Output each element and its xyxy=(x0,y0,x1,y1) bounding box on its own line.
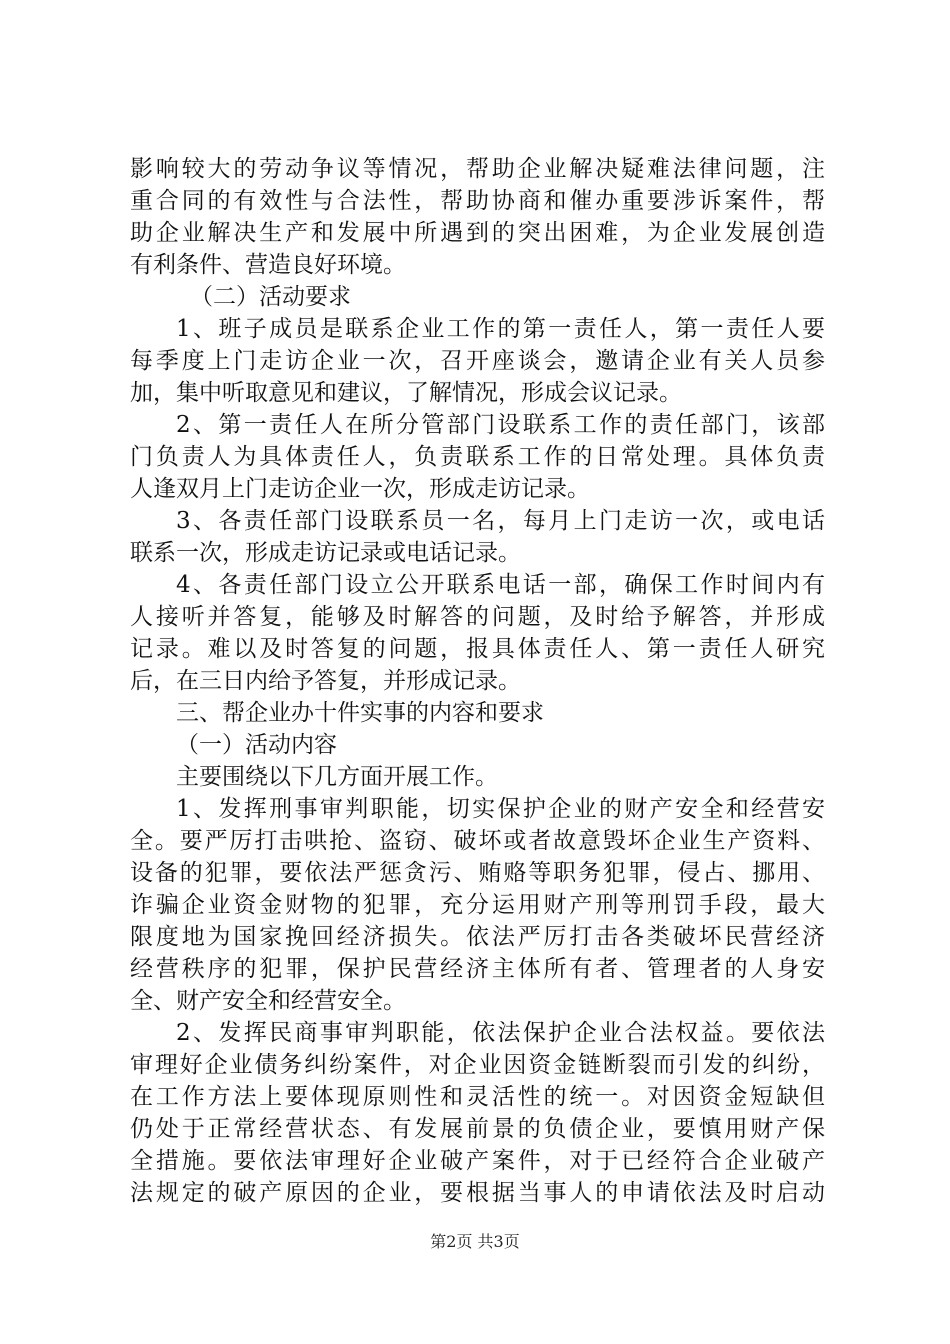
text-line: 1、班子成员是联系企业工作的第一责任人，第一责任人要 xyxy=(176,316,825,342)
page-number-footer: 第2页 共3页 xyxy=(430,1232,520,1251)
text-line: 有利条件、营造良好环境。 xyxy=(130,252,406,278)
section-heading: （二）活动要求 xyxy=(190,284,351,310)
text-line: 仍处于正常经营状态、有发展前景的负债企业，要慎用财产保 xyxy=(130,1116,825,1142)
text-line: 后，在三日内给予答复，并形成记录。 xyxy=(130,668,521,694)
text-line: 全措施。要依法审理好企业破产案件，对于已经符合企业破产 xyxy=(130,1148,825,1174)
text-line: 重合同的有效性与合法性，帮助协商和催办重要涉诉案件，帮 xyxy=(130,188,825,214)
text-line: 全、财产安全和经营安全。 xyxy=(130,988,406,1014)
text-line: 4、各责任部门设立公开联系电话一部，确保工作时间内有 xyxy=(176,572,825,598)
text-line: 全。要严厉打击哄抢、盗窃、破坏或者故意毁坏企业生产资料、 xyxy=(130,828,825,854)
text-line: 联系一次，形成走访记录或电话记录。 xyxy=(130,540,521,566)
text-line: 限度地为国家挽回经济损失。依法严厉打击各类破坏民营经济 xyxy=(130,924,825,950)
text-line: 在工作方法上要体现原则性和灵活性的统一。对因资金短缺但 xyxy=(130,1084,825,1110)
section-heading: （一）活动内容 xyxy=(176,732,337,758)
text-line: 影响较大的劳动争议等情况，帮助企业解决疑难法律问题，注 xyxy=(130,156,825,182)
text-line: 人逢双月上门走访企业一次，形成走访记录。 xyxy=(130,476,590,502)
text-line: 设备的犯罪，要依法严惩贪污、贿赂等职务犯罪，侵占、挪用、 xyxy=(130,860,825,886)
text-line: 诈骗企业资金财物的犯罪，充分运用财产刑等刑罚手段，最大 xyxy=(130,892,825,918)
text-line: 1、发挥刑事审判职能，切实保护企业的财产安全和经营安 xyxy=(176,796,825,822)
document-body xyxy=(130,153,825,1209)
text-line: 法规定的破产原因的企业，要根据当事人的申请依法及时启动 xyxy=(130,1180,825,1206)
text-line: 记录。难以及时答复的问题，报具体责任人、第一责任人研究 xyxy=(130,636,825,662)
text-line: 主要围绕以下几方面开展工作。 xyxy=(176,764,498,790)
text-line: 门负责人为具体责任人，负责联系工作的日常处理。具体负责 xyxy=(130,444,825,470)
text-line: 2、第一责任人在所分管部门设联系工作的责任部门，该部 xyxy=(176,412,825,438)
text-line: 人接听并答复，能够及时解答的问题，及时给予解答，并形成 xyxy=(130,604,825,630)
text-line: 3、各责任部门设联系员一名，每月上门走访一次，或电话 xyxy=(176,508,825,534)
text-line: 每季度上门走访企业一次，召开座谈会，邀请企业有关人员参 xyxy=(130,348,825,374)
text-line: 加，集中听取意见和建议，了解情况，形成会议记录。 xyxy=(130,380,682,406)
text-line: 审理好企业债务纠纷案件，对企业因资金链断裂而引发的纠纷， xyxy=(130,1052,825,1078)
section-heading: 三、帮企业办十件实事的内容和要求 xyxy=(176,700,544,726)
text-line: 助企业解决生产和发展中所遇到的突出困难，为企业发展创造 xyxy=(130,220,825,246)
text-line: 经营秩序的犯罪，保护民营经济主体所有者、管理者的人身安 xyxy=(130,956,825,982)
text-line: 2、发挥民商事审判职能，依法保护企业合法权益。要依法 xyxy=(176,1020,825,1046)
